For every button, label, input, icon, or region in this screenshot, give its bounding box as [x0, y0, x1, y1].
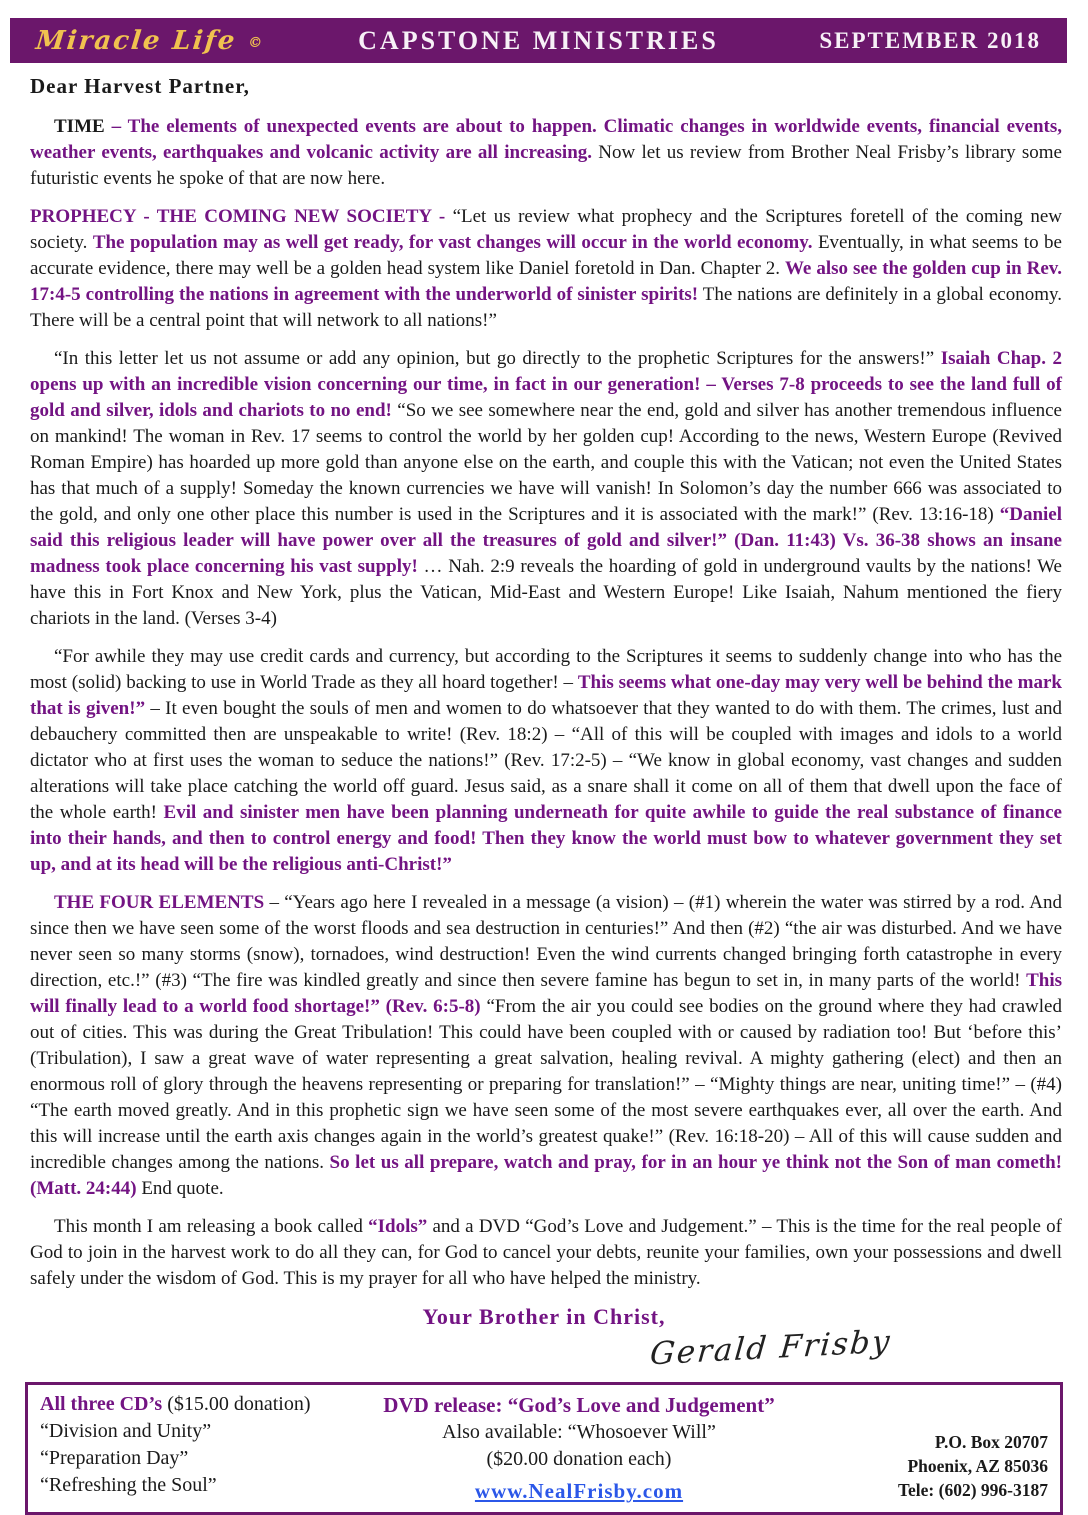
cd-item: “Division and Unity”: [40, 1420, 212, 1442]
text-run: We also see the golden cup in Rev. 17:4-5 controlling the nations in agreement with the underworld of sinister spirits!: [30, 258, 1063, 305]
text-run: This seems what one-day may very well be behind the mark that is given!”: [30, 672, 1062, 719]
handwritten-signature: Gerald Frisby: [648, 1323, 893, 1373]
text-run: Eventually, in what seems to be accurate evidence, there may well be a golden head system like Daniel foretold in Dan. Chapter 2.: [30, 232, 1062, 279]
cd-offer-title: [40, 1391, 345, 1418]
cd-item: “Preparation Day”: [40, 1447, 189, 1469]
text-run: “Idols”: [368, 1216, 428, 1237]
contact-column: [813, 1430, 1048, 1504]
closing-line: Your Brother in Christ,: [422, 1304, 666, 1329]
paragraph: [30, 644, 1062, 878]
text-run: “So we see somewhere near the end, gold and silver has another tremendous influence on mankind! The woman in Rev. 17 seems to control the world by her golden cup! According to the news, Western Europe (Revived Roman Empire) has hoarded up more gold than anyone else on the earth, and couple this with the Vatican; not even the United States has that much of a supply! Someday the known currencies we have will vanish! In Solomon’s day the number 666 was associated to the gold, and only one other place this number is used in the Scriptures and it is associated with the mark!” (Rev. 13:16-18): [30, 400, 1062, 525]
text-run: THE FOUR ELEMENTS: [54, 892, 265, 913]
text-run: This will finally lead to a world food shortage!” (Rev. 6:5-8): [30, 970, 1062, 1017]
footer-info-box: [25, 1382, 1063, 1515]
text-run: “Daniel said this religious leader will have power over all the treasures of gold and silver!” (Dan. 11:43) Vs. 36-38 shows an insane madness took place concerning his vast supply!: [30, 504, 1062, 577]
greeting-line: Dear Harvest Partner,: [30, 74, 250, 98]
masthead-banner: [10, 18, 1067, 63]
paragraph: [30, 1214, 1062, 1292]
text-run: “In this letter let us not assume or add any opinion, but go directly to the prophetic Scriptures for the answers!”: [54, 348, 941, 369]
letter-body: [30, 114, 1062, 1292]
text-run: and a DVD “God’s Love and Judgement.” – This is the time for the real people of God to join in the harvest work to do all they can, for God to cancel your debts, reunite your families, own your possessions and dwell safely under the wisdom of God. This is my prayer for all who have helped the ministry.: [30, 1216, 1062, 1289]
signature-area: [30, 1323, 1062, 1376]
text-run: “For awhile they may use credit cards and currency, but according to the Scriptures it seems to suddenly change into who has the most (solid) backing to use in World Trade as they all hoard together! –: [30, 646, 1062, 693]
newsletter-title: CAPSTONE MINISTRIES: [358, 25, 719, 55]
text-run: Evil and sinister men have been planning underneath for quite awhile to guide the real substance of finance into their hands, and then to control energy and food! Then they know the world must bow to whatever government they set up, and at its head will be the religious anti-Christ!”: [30, 802, 1062, 875]
website-link[interactable]: www.NealFrisby.com: [474, 1479, 684, 1503]
phone-line: Tele: (602) 996-3187: [897, 1480, 1048, 1500]
text-run: – The elements of unexpected events are about to happen. Climatic changes in worldwide events, financial events, weather events, earthquakes and volcanic activity are all increasing.: [30, 116, 1062, 163]
text-run: End quote.: [136, 1178, 224, 1199]
text-run: The nations are definitely in a global economy. There will be a central point that will network to all nations!”: [30, 284, 1062, 331]
text-run: Now let us review from Brother Neal Frisby’s library some futuristic events he spoke of that are now here.: [30, 142, 1062, 189]
text-run: Isaiah Chap. 2 opens up with an incredible vision concerning our time, in fact in our generation! – Verses 7-8 proceeds to see the land full of gold and silver, idols and chariots to no end!: [30, 348, 1062, 421]
po-box-line: P.O. Box 20707: [934, 1432, 1048, 1452]
also-available-line: Also available: “Whosoever Will”: [442, 1421, 716, 1443]
text-run: … Nah. 2:9 reveals the hoarding of gold in underground vaults by the nations! We have this in Fort Knox and New York, plus the Vatican, Mid-East and Western Europe! Like Isaiah, Nahum mentioned the fiery chariots in the land. (Verses 3-4): [30, 556, 1062, 629]
dvd-release-title: DVD release: “God’s Love and Judgement”: [383, 1393, 775, 1417]
text-run: So let us all prepare, watch and pray, for in an hour ye think not the Son of man cometh! (Matt. 24:44): [30, 1152, 1062, 1199]
donation-line: ($20.00 donation each): [486, 1448, 672, 1470]
copyright-icon: ©: [247, 34, 264, 51]
logo-text: Miracle Life: [34, 25, 238, 56]
issue-date: SEPTEMBER 2018: [819, 27, 1041, 53]
text-run: All three CD’s: [40, 1393, 163, 1415]
text-run: TIME: [54, 116, 105, 137]
text-run: – “Years ago here I revealed in a message (a vision) – (#1) wherein the water was stirred by a rod. And since then we have seen some of the worst floods and sea destruction in centuries!” And then (#2) “the air was disturbed. And we have never seen so many storms (snow), tornadoes, wind destruction! Even the wind currents changed bringing forth catastrophe in every direction, etc.!” (#3) “The fire was kindled greatly and since then severe famine has begun to set in, in many parts of the world!: [30, 892, 1062, 991]
city-line: Phoenix, AZ 85036: [907, 1456, 1048, 1476]
cd-item: “Refreshing the Soul”: [40, 1474, 217, 1496]
text-run: ($15.00 donation): [162, 1393, 311, 1415]
text-run: PROPHECY - THE COMING NEW SOCIETY -: [30, 206, 453, 227]
text-run: “From the air you could see bodies on the ground where they had crawled out of cities. This was during the Great Tribulation! This could have been coupled with or caused by radiation too! But ‘before this’ (Tribulation), I saw a great wave of water representing a great salvation, healing revival. A mighty gathering (elect) and then an enormous roll of glory through the heavens representing or preparing for translation!” – “Mighty things are near, uniting time!” – (#4) “The earth moved greatly. And in this prophetic sign we have seen some of the most severe earthquakes ever, all over the earth. And this will increase until the earth axis changes again in the world’s greatest quake!” (Rev. 16:18-20) – All of this will cause sudden and incredible changes among the nations.: [30, 996, 1062, 1173]
miracle-life-logo: [34, 26, 359, 56]
paragraph: [30, 204, 1062, 334]
text-run: “Let us review what prophecy and the Scriptures foretell of the coming new society.: [30, 206, 1062, 253]
text-run: – It even bought the souls of men and women to do whatsoever that they wanted to do with them. The crimes, lust and debauchery committed then are unspeakable to write! (Rev. 18:2) – “All of this will be coupled with images and idols to a world dictator who at first uses the woman to seduce the nations!” (Rev. 17:2-5) – “We know in global economy, vast changes and sudden alterations will take place catching the world off guard. Jesus said, as a snare shall it come on all of them that dwell upon the face of the whole earth!: [30, 698, 1063, 823]
paragraph: [30, 890, 1062, 1202]
paragraph: [30, 114, 1062, 192]
text-run: This month I am releasing a book called: [54, 1216, 369, 1237]
text-run: The population may as well get ready, for vast changes will occur in the world economy.: [92, 232, 813, 253]
paragraph: [30, 346, 1062, 632]
